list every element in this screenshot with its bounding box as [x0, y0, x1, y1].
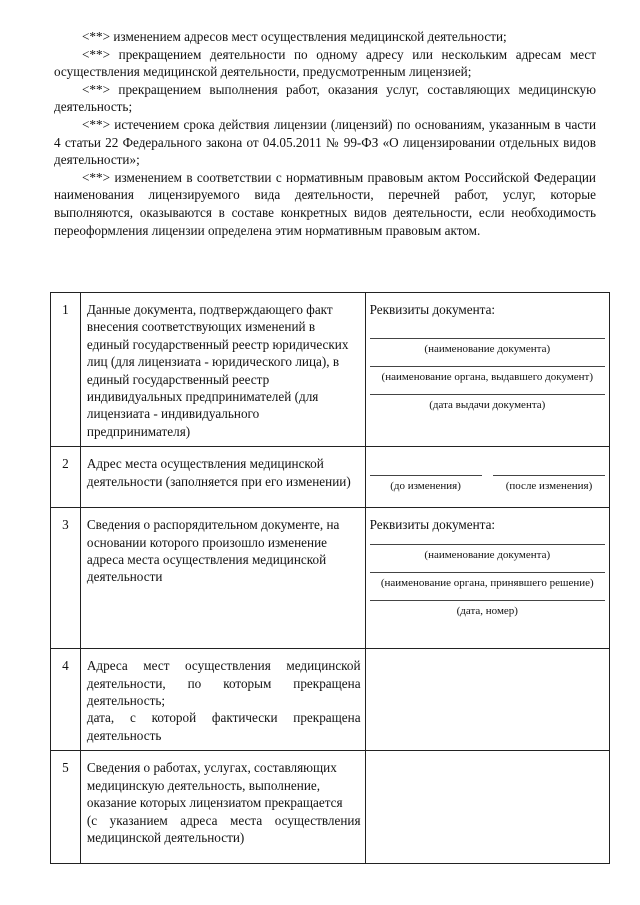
row-description: Адрес места осуществления медицинской деятельности (заполняется при его изменении)	[80, 447, 365, 508]
address-split	[370, 475, 605, 493]
requisites-title: Реквизиты документа:	[369, 302, 496, 317]
terminated-addresses-text: Адреса мест осуществления медицинской деятельности, по которым прекращена деятельность;	[86, 658, 361, 709]
document-name-line: (наименование документа)	[370, 338, 605, 356]
answer-cell[interactable]	[365, 751, 609, 864]
intro-paragraph: <**> истечением срока действия лицензии (лицензий) по основаниям, указанным в части 4 статьи 22 Федерального закона от 04.05.2011 № 99-ФЗ «О лицензировании отдельных видов деятельности»;	[54, 116, 596, 168]
row-number: 3	[51, 508, 81, 649]
intro-section	[54, 28, 596, 239]
table-row	[51, 508, 610, 649]
intro-paragraph: <**> прекращением деятельности по одному адресу или нескольким адресам мест осуществления медицинской деятельности, предусмотренным лицензией;	[54, 46, 596, 80]
row-number: 4	[51, 649, 81, 751]
table-row	[51, 447, 610, 508]
terminated-services-text: Сведения о работах, услугах, составляющих медицинскую деятельность, выполнение, оказание которых лицензиатом прекращается	[86, 760, 343, 811]
row-description: Данные документа, подтверждающего факт внесения соответствующих изменений в единый государственный реестр юридических лиц (для лицензиата - юридического лица), в единый государственный реестр индивидуальных предпринимателей (для лицензиата - индивидуального предпринимателя)	[80, 293, 365, 447]
deciding-authority-line: (наименование органа, принявшего решение)	[370, 572, 605, 590]
address-change-cell[interactable]	[365, 447, 609, 508]
intro-paragraph: <**> изменением в соответствии с нормативным правовым актом Российской Федерации наименования лицензируемого вида деятельности, перечней работ, услуг, которые выполняются, оказываются в составе конкретных видов деятельности, если необходимость переоформления лицензии определена этим нормативным правовым актом.	[54, 169, 596, 238]
row-number: 2	[51, 447, 81, 508]
row-number: 5	[51, 751, 81, 864]
issuing-authority-line: (наименование органа, выдавшего документ)	[370, 366, 605, 384]
answer-cell[interactable]	[365, 649, 609, 751]
address-note-text: (с указанием адреса места осуществления медицинской деятельности)	[86, 812, 361, 845]
requisites-cell[interactable]	[365, 508, 609, 649]
intro-paragraph: <**> прекращением выполнения работ, оказания услуг, составляющих медицинскую деятельность;	[54, 81, 596, 115]
application-table	[50, 292, 610, 864]
document-name-line: (наименование документа)	[370, 544, 605, 562]
row-description: Сведения о распорядительном документе, на основании которого произошло изменение адреса места осуществления медицинской деятельности	[80, 508, 365, 649]
requisites-cell[interactable]	[365, 293, 609, 447]
row-number: 1	[51, 293, 81, 447]
termination-date-text: дата, с которой фактически прекращена деятельность	[86, 710, 361, 743]
after-change-line: (после изменения)	[493, 475, 605, 493]
table-row	[51, 649, 610, 751]
row-description	[80, 751, 365, 864]
requisites-title: Реквизиты документа:	[369, 517, 496, 533]
intro-paragraph: <**> изменением адресов мест осуществления медицинской деятельности;	[82, 29, 507, 44]
date-number-line: (дата, номер)	[370, 600, 605, 618]
table-row	[51, 293, 610, 447]
table-row	[51, 751, 610, 864]
issue-date-line: (дата выдачи документа)	[370, 394, 605, 412]
before-change-line: (до изменения)	[370, 475, 482, 493]
row-description	[80, 649, 365, 751]
